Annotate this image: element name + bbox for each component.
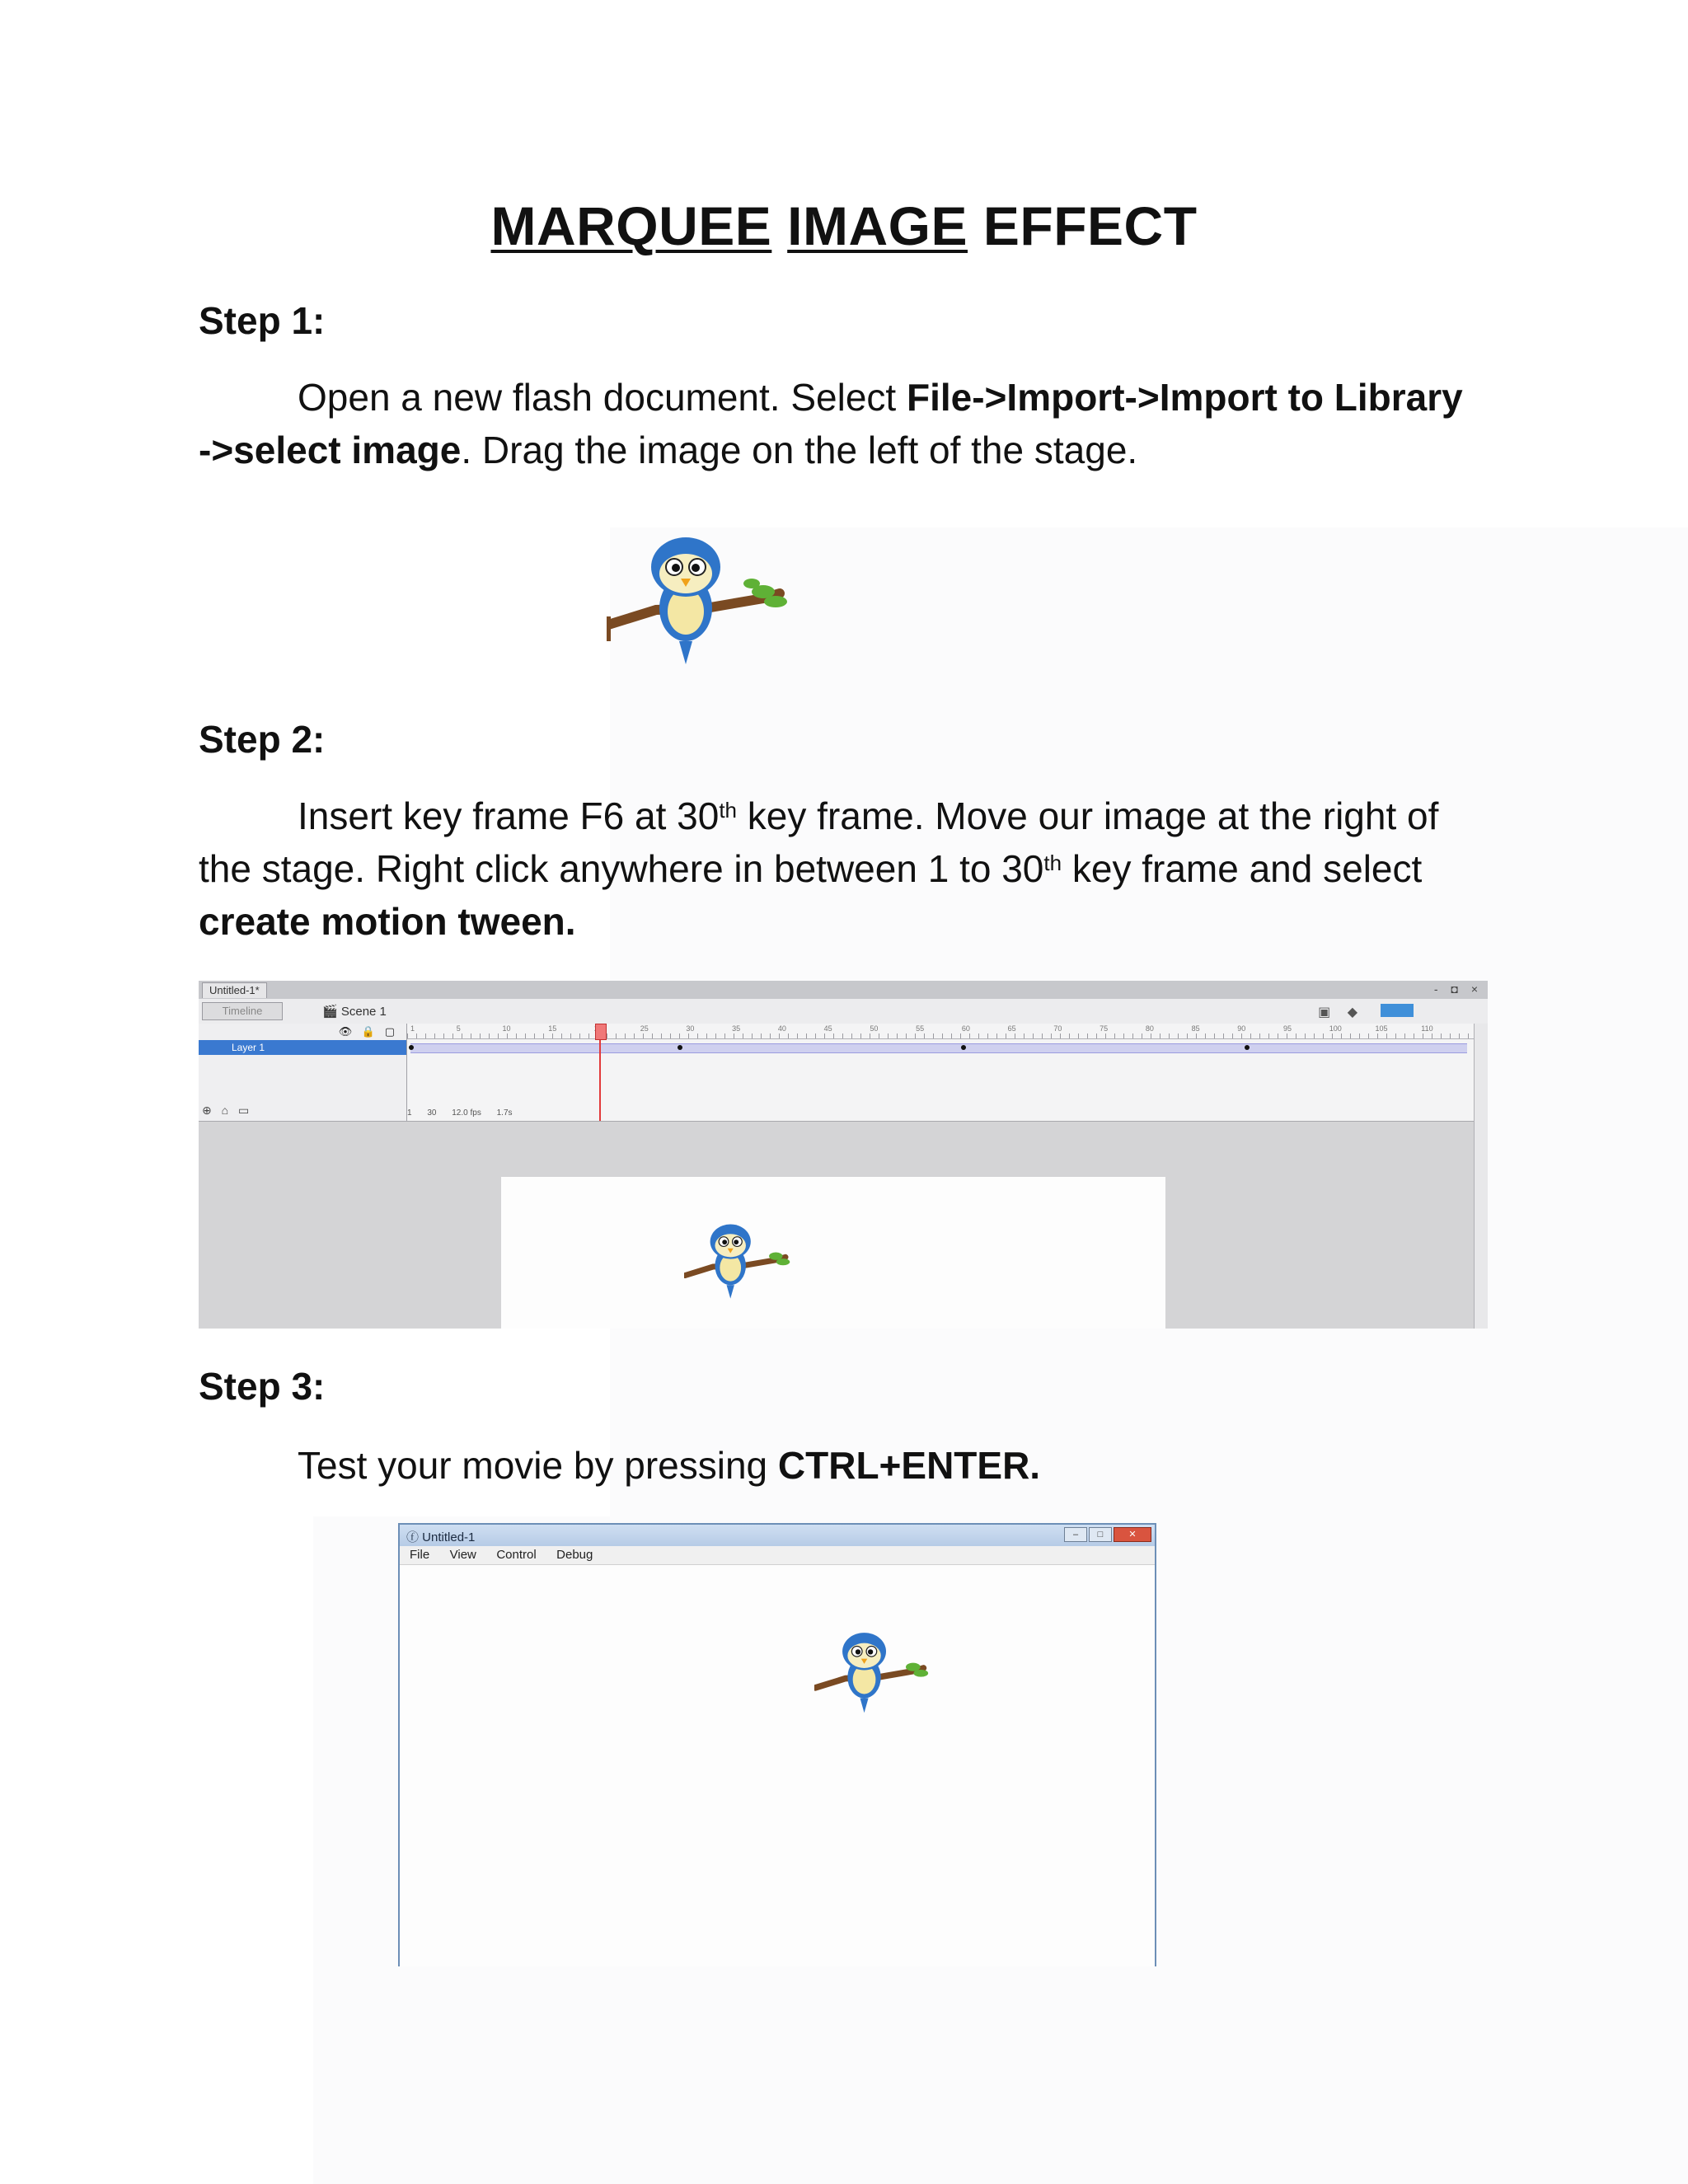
layer-row[interactable]	[199, 1040, 406, 1055]
flash-icon: ⓕ	[406, 1530, 423, 1544]
menu-control[interactable]: Control	[496, 1548, 537, 1562]
keyframe[interactable]	[409, 1045, 414, 1050]
step-1-text	[199, 371, 1484, 476]
frame-tick-label: 100	[1329, 1024, 1342, 1033]
frame-tick-label: 45	[823, 1024, 832, 1033]
bird-on-branch-image	[684, 1221, 791, 1301]
title-part	[771, 195, 787, 256]
status-frame: 30	[427, 1108, 437, 1118]
frame-tick-label: 30	[686, 1024, 695, 1033]
player-title	[406, 1528, 475, 1545]
player-title-text: Untitled-1	[422, 1530, 476, 1544]
bird-on-branch-image	[814, 1630, 930, 1714]
step-2-text-a: Insert key frame F6 at 30	[298, 794, 720, 837]
frame-tick-label: 50	[870, 1024, 879, 1033]
vertical-scrollbar[interactable]	[1474, 1024, 1488, 1329]
menu-debug[interactable]: Debug	[556, 1548, 593, 1562]
frame-tick-label: 70	[1053, 1024, 1062, 1033]
document-tab-bar	[199, 981, 1488, 1000]
frame-tick-label: 1	[410, 1024, 415, 1033]
close-icon[interactable]: ✕	[1114, 1527, 1151, 1542]
layers-panel	[199, 1024, 407, 1121]
frame-tick-label: 60	[961, 1024, 970, 1033]
document-tab[interactable]: Untitled-1*	[202, 982, 267, 998]
player-title-bar[interactable]	[400, 1525, 1155, 1546]
step-1-heading: Step 1:	[199, 299, 326, 342]
motion-tween-span[interactable]	[410, 1043, 1467, 1053]
keyframe[interactable]	[1245, 1045, 1250, 1050]
playhead-handle[interactable]	[595, 1024, 607, 1040]
frame-tick-label: 40	[777, 1024, 786, 1033]
frame-tick-label: 65	[1007, 1024, 1016, 1033]
timeline-button[interactable]: Timeline	[202, 1002, 283, 1020]
timeline-panel	[199, 1024, 1488, 1122]
step-1-text-b: . Drag the image on the left of the stage.	[461, 429, 1138, 471]
status-fps: 12.0 fps	[452, 1108, 481, 1118]
step-2-text-b: key frame. Move our image at the right of the stage. Right click anywhere in between 1 to 30	[199, 794, 1439, 890]
step-3-text-a: Test your movie by pressing	[298, 1444, 778, 1487]
step-2-heading: Step 2:	[199, 718, 326, 761]
step-3-text	[199, 1439, 1484, 1492]
frame-tick-label: 80	[1145, 1024, 1154, 1033]
zoom-select[interactable]	[1381, 1004, 1414, 1017]
frame-tick-label: 5	[456, 1024, 461, 1033]
status-current-frame: 1	[407, 1108, 412, 1118]
frame-tick-label: 110	[1421, 1024, 1433, 1033]
player-menu-bar	[400, 1546, 1155, 1565]
flash-player-window	[398, 1523, 1156, 1966]
maximize-icon[interactable]: □	[1089, 1527, 1112, 1542]
superscript: th	[719, 798, 738, 823]
document-title	[0, 194, 1688, 257]
window-controls[interactable]: - ◘ ×	[1433, 982, 1483, 996]
edit-bar	[199, 999, 1488, 1024]
frame-ruler[interactable]	[407, 1024, 1475, 1039]
keyframe[interactable]	[678, 1045, 682, 1050]
window-buttons	[1062, 1527, 1151, 1542]
edit-symbol-icons[interactable]: ▣ ◆	[1318, 1005, 1364, 1019]
flash-ide-screenshot	[199, 981, 1488, 1329]
frame-tick-label: 55	[916, 1024, 925, 1033]
step-2-text	[199, 790, 1484, 948]
frame-tick-label: 95	[1283, 1024, 1292, 1033]
timeline-status-bar	[407, 1106, 1475, 1121]
frame-tick-label: 35	[732, 1024, 741, 1033]
keyframe[interactable]	[961, 1045, 966, 1050]
superscript: th	[1043, 851, 1062, 875]
frame-tick-label: 15	[548, 1024, 557, 1033]
scene-label[interactable]	[322, 1004, 387, 1019]
title-part: EFFECT	[968, 195, 1198, 256]
menu-view[interactable]: View	[449, 1548, 476, 1562]
frames-area[interactable]	[407, 1024, 1475, 1121]
step-1-menu-path: File->Import->Import to Library ->select image	[199, 376, 1463, 471]
scene-name: Scene 1	[340, 1005, 387, 1019]
frame-tick-label: 75	[1100, 1024, 1109, 1033]
frame-tick-label: 25	[640, 1024, 649, 1033]
layer-add-icons[interactable]: ⊕ ⌂ ▭	[202, 1104, 253, 1117]
minimize-icon[interactable]: –	[1064, 1527, 1087, 1542]
step-3-shortcut: CTRL+ENTER.	[777, 1444, 1041, 1487]
frame-tick-label: 90	[1237, 1024, 1246, 1033]
step-3-heading: Step 3:	[199, 1365, 326, 1408]
frame-tick-label: 105	[1375, 1024, 1388, 1033]
layer-visibility-lock-outline-icons[interactable]: 👁 🔒 ▢	[338, 1025, 398, 1038]
step-2-command: create motion tween.	[199, 900, 576, 943]
step-2-text-c: key frame and select	[1062, 847, 1423, 890]
status-time: 1.7s	[496, 1108, 513, 1118]
clapper-icon: 🎬	[322, 1005, 341, 1019]
layer-name: Layer 1	[232, 1042, 265, 1053]
frame-tick-label: 10	[502, 1024, 511, 1033]
menu-file[interactable]: File	[410, 1548, 430, 1562]
title-part: MARQUEE	[490, 195, 772, 256]
frame-tick-label: 85	[1191, 1024, 1200, 1033]
bird-on-branch-image	[607, 534, 790, 666]
title-part: IMAGE	[787, 195, 968, 256]
stage[interactable]	[501, 1177, 1165, 1329]
step-1-text-a: Open a new flash document. Select	[298, 376, 907, 419]
